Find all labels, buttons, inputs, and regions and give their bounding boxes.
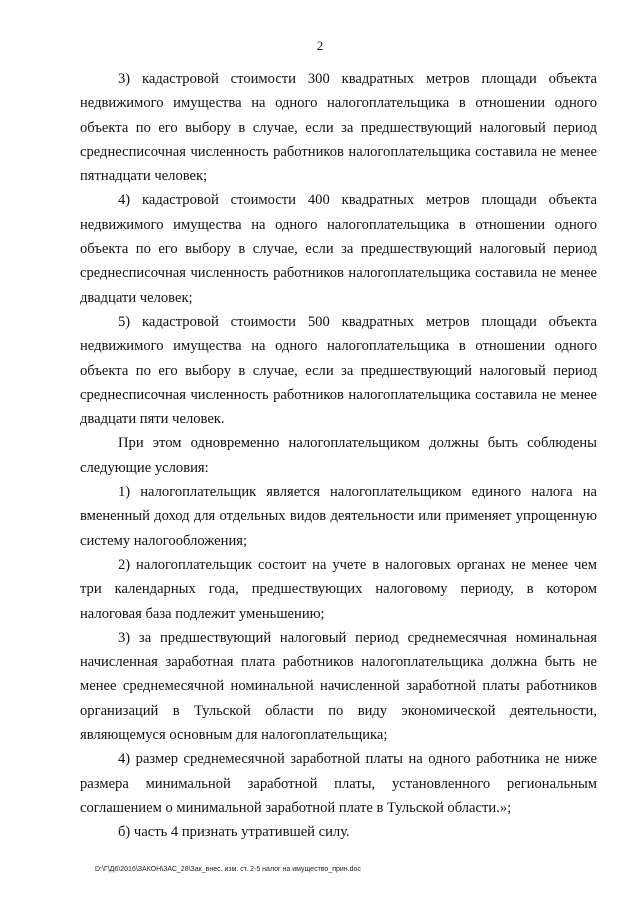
paragraph-item-3: 3) кадастровой стоимости 300 квадратных метров площади объекта недвижимого имущества на одного налогоплательщика в отношении одного объекта по его выбору в случае, если за предшествующий налоговый период среднесписочная численность работников налогоплательщика составила не менее пятнадцати человек;	[80, 71, 597, 185]
file-path-footer: D:\Г\Д6\2016\ЗАКОН\ЗАС_28\Зак_внес. изм. ст. 2-5 налог на имущество_прин.doc	[95, 866, 361, 873]
paragraph-part-4-repeal: б) часть 4 признать утратившей силу.	[118, 824, 350, 841]
paragraph-item-5: 5) кадастровой стоимости 500 квадратных метров площади объекта недвижимого имущества на одного налогоплательщика в отношении одного объекта по его выбору в случае, если за предшествующий налоговый период среднесписочная численность работников налогоплательщика составила не менее двадцати пяти человек.	[80, 313, 597, 428]
paragraph-item-4: 4) кадастровой стоимости 400 квадратных метров площади объекта недвижимого имущества на одного налогоплательщика в отношении одного объекта по его выбору в случае, если за предшествующий налоговый период среднесписочная численность работников налогоплательщика составила не менее двадцати человек;	[80, 192, 597, 306]
paragraph-condition-4: 4) размер среднемесячной заработной платы на одного работника не ниже размера минимальной заработной платы, установленного региональным соглашением о минимальной заработной плате в Тульской области.»;	[80, 751, 597, 816]
page-number: 2	[316, 38, 324, 53]
paragraph-condition-2: 2) налогоплательщик состоит на учете в налоговых органах не менее чем три календарных года, предшествующих налоговому периоду, в котором налоговая база подлежит уменьшению;	[80, 556, 597, 622]
paragraph-condition-3: 3) за предшествующий налоговый период среднемесячная номинальная начисленная заработная плата работников налогоплательщика должна быть не менее среднемесячной номинальной начисленной заработной платы работников организаций в Тульской области по виду экономической деятельности, являющемуся основным для налогоплательщика;	[80, 629, 597, 744]
paragraph-conditions-intro: При этом одновременно налогоплательщиком должны быть соблюдены следующие условия:	[80, 435, 597, 476]
document-body	[80, 67, 597, 845]
paragraph-condition-1: 1) налогоплательщик является налогоплательщиком единого налога на вмененный доход для отдельных видов деятельности или применяет упрощенную систему налогообложения;	[80, 484, 597, 549]
